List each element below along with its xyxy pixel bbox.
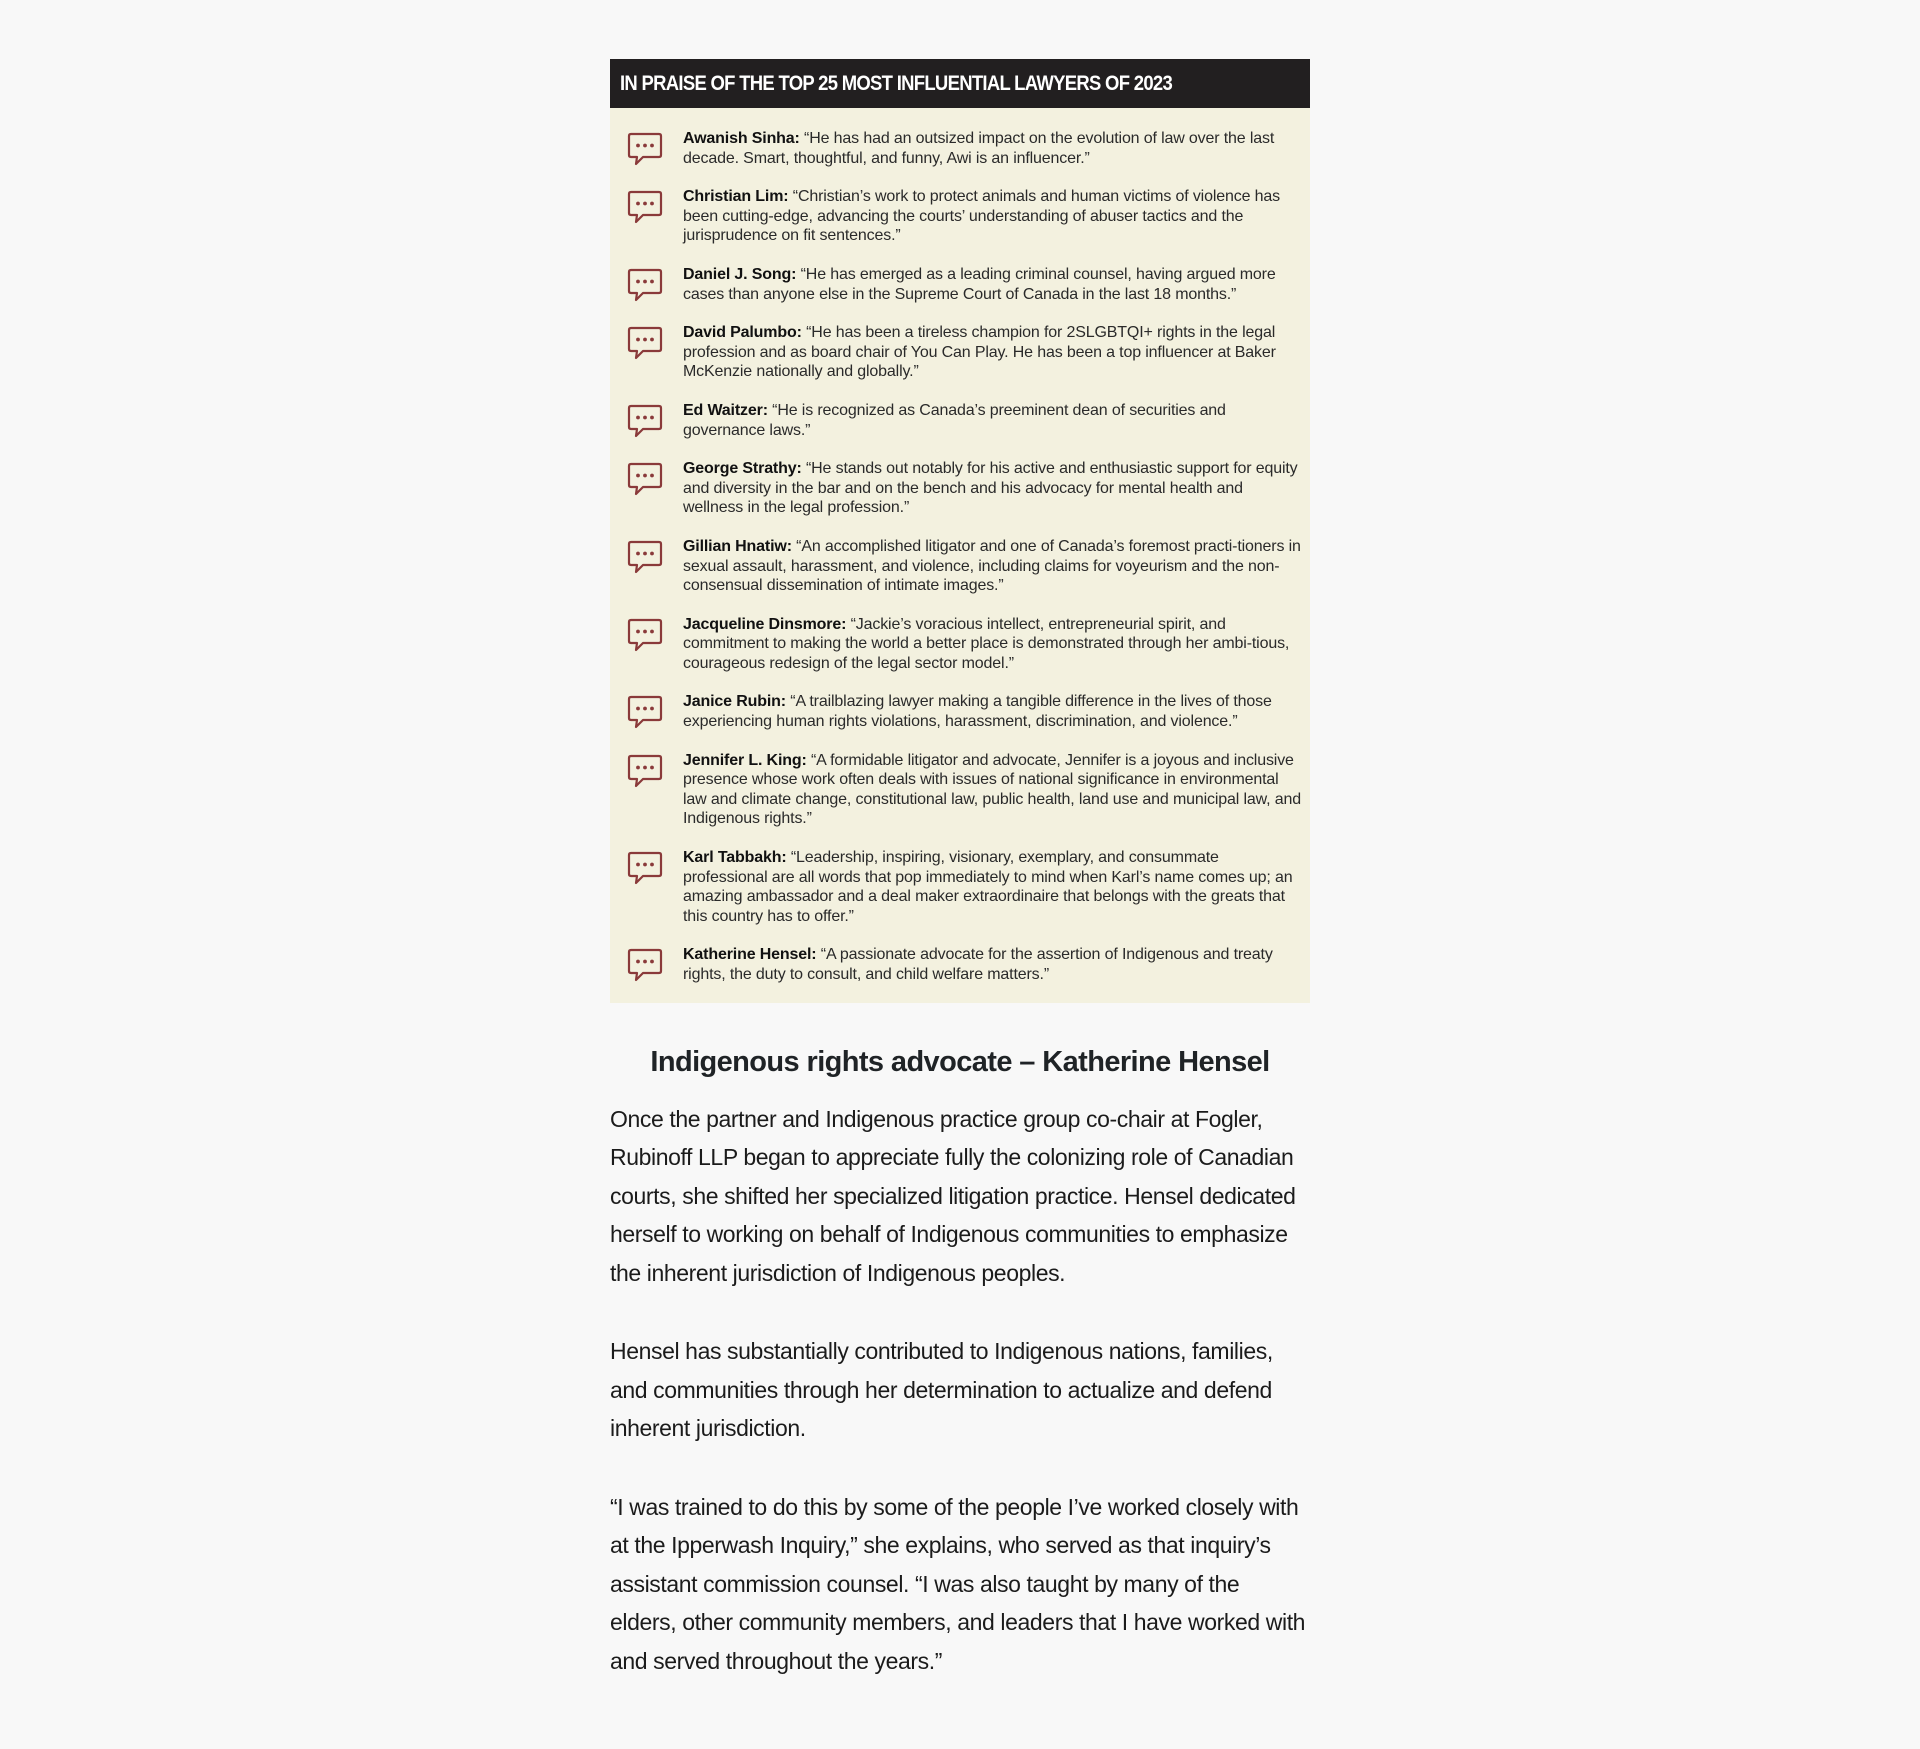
praise-text [683,537,1303,596]
praise-box-header: IN PRAISE OF THE TOP 25 MOST INFLUENTIAL LAWYERS OF 2023 [610,59,1310,108]
praise-name: Jennifer L. King: [683,751,807,769]
praise-item [610,692,1310,731]
praise-item [610,537,1310,596]
praise-text [683,401,1303,440]
praise-item [610,848,1310,926]
praise-quote: “Leadership, inspiring, visionary, exemplary, and consummate professional are all words that pop immediately to mind when Karl’s name comes up; an amazing ambassador and a deal maker extraordinaire that belongs with the greats that this country has to offer.” [683,849,1293,925]
praise-item [610,323,1310,382]
speech-bubble-ellipsis-icon [626,324,664,362]
praise-name: Awanish Sinha: [683,130,800,147]
praise-text [683,265,1303,304]
section-heading: Indigenous rights advocate – Katherine Hensel [650,1045,1270,1078]
praise-name: Karl Tabbakh: [683,849,787,867]
speech-bubble-ellipsis-icon [626,616,664,654]
speech-bubble-ellipsis-icon [626,402,664,440]
praise-item [610,187,1310,246]
praise-name: Daniel J. Song: [683,265,797,283]
praise-item [610,945,1310,984]
praise-sidebar-box [610,59,1310,1003]
speech-bubble-ellipsis-icon [626,188,664,226]
praise-text [683,323,1303,382]
praise-quote: “He is recognized as Canada’s preeminent dean of securities and governance laws.” [683,401,1226,439]
praise-list [610,108,1310,1003]
praise-name: Jacqueline Dinsmore: [683,615,847,633]
praise-text [683,848,1303,926]
praise-quote: “A formidable litigator and advocate, Jennifer is a joyous and inclusive presence whose work often deals with issues of national significance in environmental law and climate change, constitutional law, public health, land use and municipal law, and Indigenous rights.” [683,751,1302,828]
speech-bubble-ellipsis-icon [626,460,664,498]
praise-quote: “He stands out notably for his active and enthusiastic support for equity and diversity in the bar and on the bench and his advocacy for mental health and wellness in the legal profession.” [683,460,1298,517]
speech-bubble-ellipsis-icon [626,266,664,304]
speech-bubble-ellipsis-icon [626,693,664,731]
praise-quote: “He has been a tireless champion for 2SLGBTQI+ rights in the legal profession and as board chair of You Can Play. He has been a top influencer at Baker McKenzie nationally and globally.” [683,324,1276,381]
praise-item [610,129,1310,168]
praise-item [610,459,1310,518]
praise-text [683,692,1303,731]
praise-name: George Strathy: [683,460,802,478]
praise-name: Janice Rubin: [683,693,786,711]
speech-bubble-ellipsis-icon [626,130,664,168]
praise-text [683,945,1303,984]
speech-bubble-ellipsis-icon [626,752,664,790]
praise-quote: “A trailblazing lawyer making a tangible difference in the lives of those experiencing human rights violations, harassment, discrimination, and violence.” [683,693,1272,731]
praise-text [683,129,1303,168]
body-paragraph: Once the partner and Indigenous practice group co-chair at Fogler, Rubinoff LLP began to appreciate fully the colonizing role of Canadian courts, she shifted her specialized litigation practice. Hensel dedicated herself to working on behalf of Indigenous communities to emphasize the inherent jurisdiction of Indigenous peoples. [610,1105,1296,1286]
body-paragraph: “I was trained to do this by some of the people I’ve worked closely with at the Ipperwash Inquiry,” she explains, who served as that inquiry’s assistant commission counsel. “I was also taught by many of the elders, other community members, and leaders that I have worked with and served throughout the years.” [610,1493,1306,1674]
body-paragraph: Hensel has substantially contributed to Indigenous nations, families, and communities through her determination to actualize and defend inherent jurisdiction. [610,1338,1273,1442]
praise-item [610,401,1310,440]
speech-bubble-ellipsis-icon [626,946,664,984]
praise-text [683,615,1303,674]
praise-text [683,751,1303,829]
praise-text [683,187,1303,246]
praise-text [683,459,1303,518]
praise-name: Katherine Hensel: [683,946,817,964]
praise-item [610,751,1310,829]
praise-quote: “He has emerged as a leading criminal counsel, having argued more cases than anyone else in the Supreme Court of Canada in the last 18 months.” [683,265,1276,303]
praise-quote: “A passionate advocate for the assertion of Indigenous and treaty rights, the duty to consult, and child welfare matters.” [683,946,1273,983]
speech-bubble-ellipsis-icon [626,538,664,576]
praise-quote: “Jackie’s voracious intellect, entrepreneurial spirit, and commitment to making the world a better place is demonstrated through her ambi-tious, courageous redesign of the legal sector model.” [683,615,1290,672]
praise-name: David Palumbo: [683,324,802,342]
praise-quote: “Christian’s work to protect animals and human victims of violence has been cutting-edge, advancing the courts’ understanding of abuser tactics and the jurisprudence on fit sentences.” [683,188,1280,245]
praise-name: Gillian Hnatiw: [683,537,792,555]
praise-quote: “An accomplished litigator and one of Canada’s foremost practi-tioners in sexual assault, harassment, and violence, including claims for voyeurism and the non-consensual dissemination of intimate images.” [683,537,1301,595]
praise-quote: “He has had an outsized impact on the evolution of law over the last decade. Smart, thoughtful, and funny, Awi is an influencer.” [683,130,1275,167]
article-column [610,59,1310,1680]
praise-item [610,615,1310,674]
praise-item [610,265,1310,304]
speech-bubble-ellipsis-icon [626,849,664,887]
praise-name: Christian Lim: [683,188,789,206]
praise-name: Ed Waitzer: [683,401,768,419]
